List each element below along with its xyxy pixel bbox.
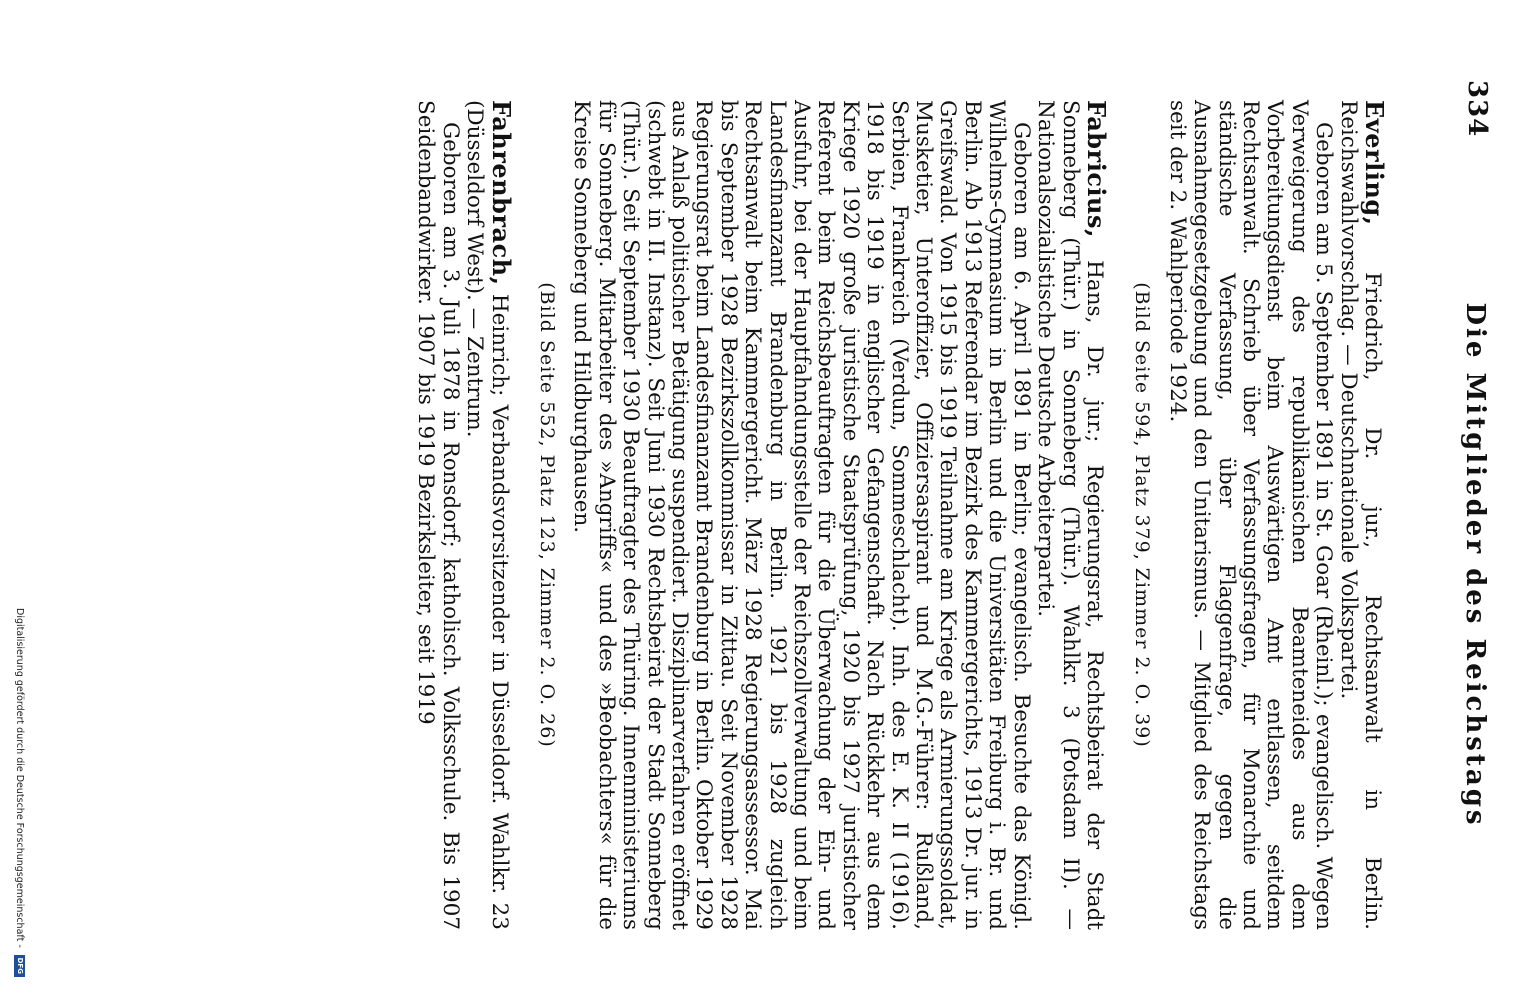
entry-heading: [1335, 100, 1389, 930]
running-title: Die Mitglieder des Reichstags: [1460, 302, 1490, 828]
entry-name: Fabricius,: [1081, 100, 1111, 238]
biography-entry-everling: [1130, 100, 1389, 930]
entry-intro: Heinrich; Verbandsvorsitzender in Düsseldorf. Wahlkr. 23 (Düsseldorf West). — Zentrum.: [462, 100, 512, 930]
entry-heading: [1033, 100, 1111, 930]
page-header: [1452, 80, 1492, 900]
entry-biography: Geboren am 5. September 1891 in St. Goar (Rheinl.); evangelisch. Wegen Verweigerung des republikanischen Beamteneides aus dem Vorbereitungsdienst beim Auswärtigen Amt entlassen, seitdem Rechtsanwalt. Schrieb über Verfassungsfragen, für Monarchie und ständische Verfassung, über Flaggenfrage, gegen die Ausnahmegesetzgebung und den Unitarismus. — Mitglied des Reichstags seit der 2. Wahlperiode 1924.: [1164, 100, 1337, 930]
entry-intro: Hans, Dr. jur.; Regierungsrat, Rechtsbeirat der Stadt Sonneberg (Thür.) in Sonneberg (Thür.). Wahlkr. 3 (Potsdam II). — Nationalsozialistische Deutsche Arbeiterpartei.: [1033, 100, 1107, 930]
entry-reference: (Bild Seite 552, Platz 123, Zimmer 2. O. 26): [536, 282, 558, 748]
entry-name: Fahrenbrach,: [486, 100, 516, 286]
entry-intro: Friedrich, Dr. jur., Rechtsanwalt in Berlin. Reichswahlvorschlag. — Deutschnationale Volkspartei.: [1335, 100, 1385, 930]
entry-heading: [462, 100, 516, 930]
credit-text: Digitalisierung gefördert durch die Deutsche Forschungsgemeinschaft -: [14, 608, 25, 948]
biography-entry-fahrenbrach: [413, 100, 516, 930]
page-number: 334: [1462, 80, 1492, 138]
entry-biography: Geboren am 3. Juli 1878 in Ronsdorf; katholisch. Volksschule. Bis 1907 Seidenbandwirker. 1907 bis 1919 Bezirksleiter, seit 1919: [413, 100, 463, 930]
digitization-credit: [11, 608, 27, 1000]
biography-entry-fabricius: [535, 100, 1111, 930]
entry-reference: (Bild Seite 594, Platz 379, Zimmer 2. O. 39): [1131, 282, 1154, 748]
body-text: [413, 100, 1389, 930]
dfg-logo-icon: DFG: [14, 955, 25, 977]
entry-biography: Geboren am 6. April 1891 in Berlin; evangelisch. Besuchte das Königl. Wilhelms-Gymnasium in Berlin und die Universitäten Freiburg i. Br. und Berlin. Ab 1913 Referendar im Bezirk des Kammergerichts, 1913 Dr. jur. in Greifswald. Von 1915 bis 1919 Teilnahme am Kriege als Armierungssoldat, Musketier, Unteroffizier, Offiziersaspirant und M.G.-Führer: Rußland, Serbien, Frankreich (Verdun, Sommeschlacht). Inh. des E. K. II (1916). 1918 bis 1919 in englischer Gefangenschaft. Nach Rückkehr aus dem Kriege 1920 große juristische Staatsprüfung, 1920 bis 1927 juristischer Referent beim Reichsbeauftragten für die Überwachung der Ein- und Ausfuhr, bei der Hauptfahndungsstelle der Reichszollverwaltung und beim Landesfinanzamt Brandenburg in Berlin. 1921 bis 1928 zugleich Rechtsanwalt beim Kammergericht. März 1928 Regierungsassessor. Mai bis September 1928 Bezirkszollkommissar in Zittau. Seit November 1928 Regierungsrat beim Landesfinanzamt Brandenburg in Berlin. Oktober 1929 aus Anlaß politischer Betätigung suspendiert. Disziplinarverfahren eröffnet (schwebt in II. Instanz). Seit Juni 1930 Rechtsbeirat der Stadt Sonneberg (Thür.). Seit September 1930 Beauftragter des Thüring. Innenministeriums für Sonneberg. Mitarbeiter des »Angriffs« und des »Beobachters« für die Kreise Sonneberg und Hildburghausen.: [569, 100, 1034, 930]
entry-name: Everling,: [1360, 100, 1389, 226]
